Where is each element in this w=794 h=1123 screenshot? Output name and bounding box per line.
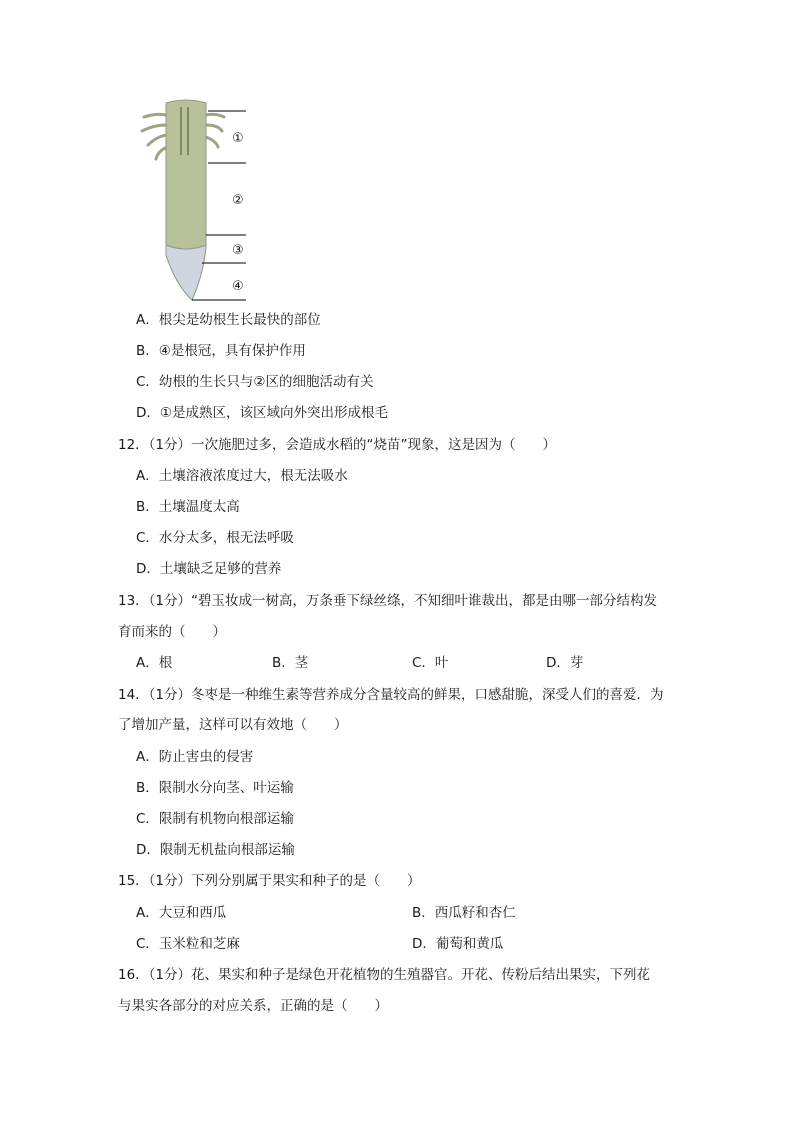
q15-option-c: C．玉米粒和芝麻: [136, 936, 240, 952]
q15-stem: 15．（1分）下列分别属于果实和种子的是（ ）: [118, 873, 421, 889]
q16-stem-line1: 16．（1分）花、果实和种子是绿色开花植物的生殖器官。开花、传粉后结出果实，下列花: [118, 967, 651, 983]
q13-option-a: A．根: [136, 655, 173, 671]
q13-option-b: B．茎: [272, 655, 309, 671]
q16-stem-line2: 与果实各部分的对应关系，正确的是（ ）: [118, 998, 388, 1014]
q14-stem-line1: 14．（1分）冬枣是一种维生素等营养成分含量较高的鲜果，口感甜脆，深受人们的喜爱．为: [118, 687, 664, 703]
zone-label-3: ③: [232, 243, 244, 258]
q14-option-b: B．限制水分向茎、叶运输: [136, 780, 294, 796]
q13-option-c: C．叶: [412, 655, 449, 671]
q12-option-a: A．土壤溶液浓度过大，根无法吸水: [136, 468, 348, 484]
zone-label-2: ②: [232, 193, 244, 208]
q11-option-b: B．④是根冠，具有保护作用: [136, 343, 306, 359]
root-tip-figure: [136, 95, 256, 305]
q12-stem: 12．（1分）一次施肥过多，会造成水稻的“烧苗”现象，这是因为（ ）: [118, 437, 557, 453]
q13-stem-line1: 13．（1分）“碧玉妆成一树高，万条垂下绿丝绦，不知细叶谁裁出，都是由哪一部分结构发: [118, 593, 658, 609]
q15-option-a: A．大豆和西瓜: [136, 905, 227, 921]
q13-stem-line2: 育而来的（ ）: [118, 624, 226, 640]
zone-label-4: ④: [232, 279, 244, 294]
q12-option-d: D．土壤缺乏足够的营养: [136, 561, 282, 577]
q14-option-d: D．限制无机盐向根部运输: [136, 842, 295, 858]
zone-label-1: ①: [232, 131, 244, 146]
q14-option-a: A．防止害虫的侵害: [136, 749, 254, 765]
q14-option-c: C．限制有机物向根部运输: [136, 811, 294, 827]
q13-option-d: D．芽: [546, 655, 584, 671]
q14-stem-line2: 了增加产量，这样可以有效地（ ）: [118, 717, 348, 733]
q12-option-c: C．水分太多，根无法呼吸: [136, 530, 294, 546]
q11-option-a: A．根尖是幼根生长最快的部位: [136, 312, 321, 328]
q15-option-d: D．葡萄和黄瓜: [412, 936, 504, 952]
q11-option-c: C．幼根的生长只与②区的细胞活动有关: [136, 374, 374, 390]
q11-option-d: D．①是成熟区，该区域向外突出形成根毛: [136, 405, 388, 421]
q15-option-b: B．西瓜籽和杏仁: [412, 905, 516, 921]
q12-option-b: B．土壤温度太高: [136, 499, 240, 515]
